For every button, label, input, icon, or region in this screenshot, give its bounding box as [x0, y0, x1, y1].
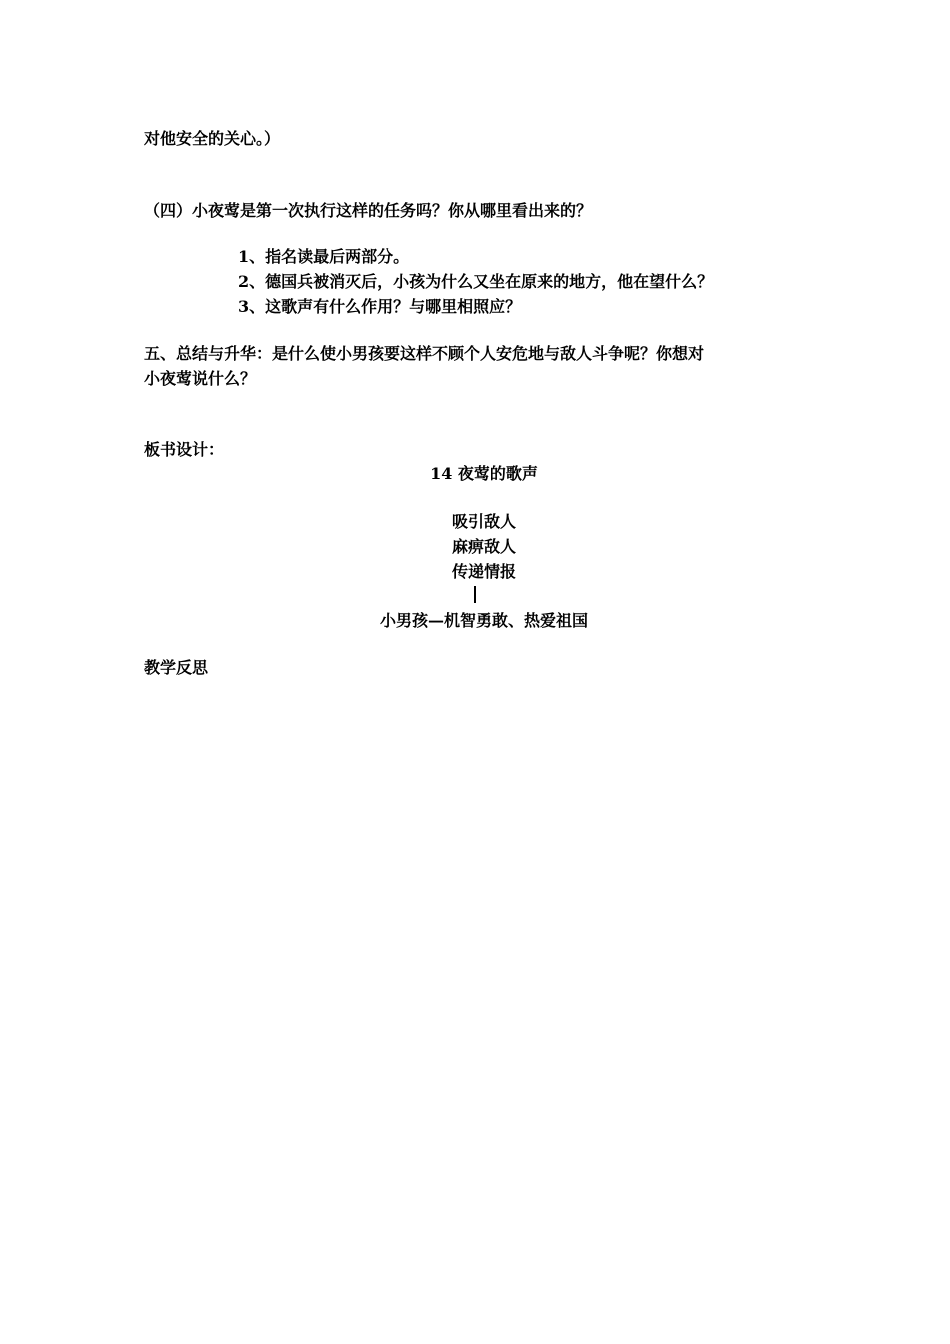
board-item: 吸引敌人 — [451, 512, 516, 531]
board-item: 传递情报 — [451, 562, 516, 581]
section-four-heading: （四）小夜莺是第一次执行这样的任务吗？你从哪里看出来的？ — [144, 201, 593, 220]
teaching-reflection-heading: 教学反思 — [144, 658, 209, 677]
list-item: 1、指名读最后两部分。 — [238, 247, 410, 266]
list-item: 2、德国兵被消灭后，小孩为什么又坐在原来的地方，他在望什么？ — [238, 272, 714, 291]
board-design-label: 板书设计： — [144, 440, 225, 459]
board-item: 麻痹敌人 — [451, 537, 516, 556]
board-conclusion: 小男孩—机智勇敢、热爱祖国 — [379, 611, 588, 630]
list-item: 3、这歌声有什么作用？与哪里相照应？ — [238, 297, 522, 316]
connector-line — [474, 586, 476, 603]
paragraph-line: 小夜莺说什么？ — [144, 369, 257, 388]
board-title: 14 夜莺的歌声 — [430, 464, 538, 483]
section-five-heading: 五、总结与升华：是什么使小男孩要这样不顾个人安危地与敌人斗争呢？你想对 — [144, 344, 705, 363]
paragraph-line: 对他安全的关心。） — [144, 129, 281, 148]
